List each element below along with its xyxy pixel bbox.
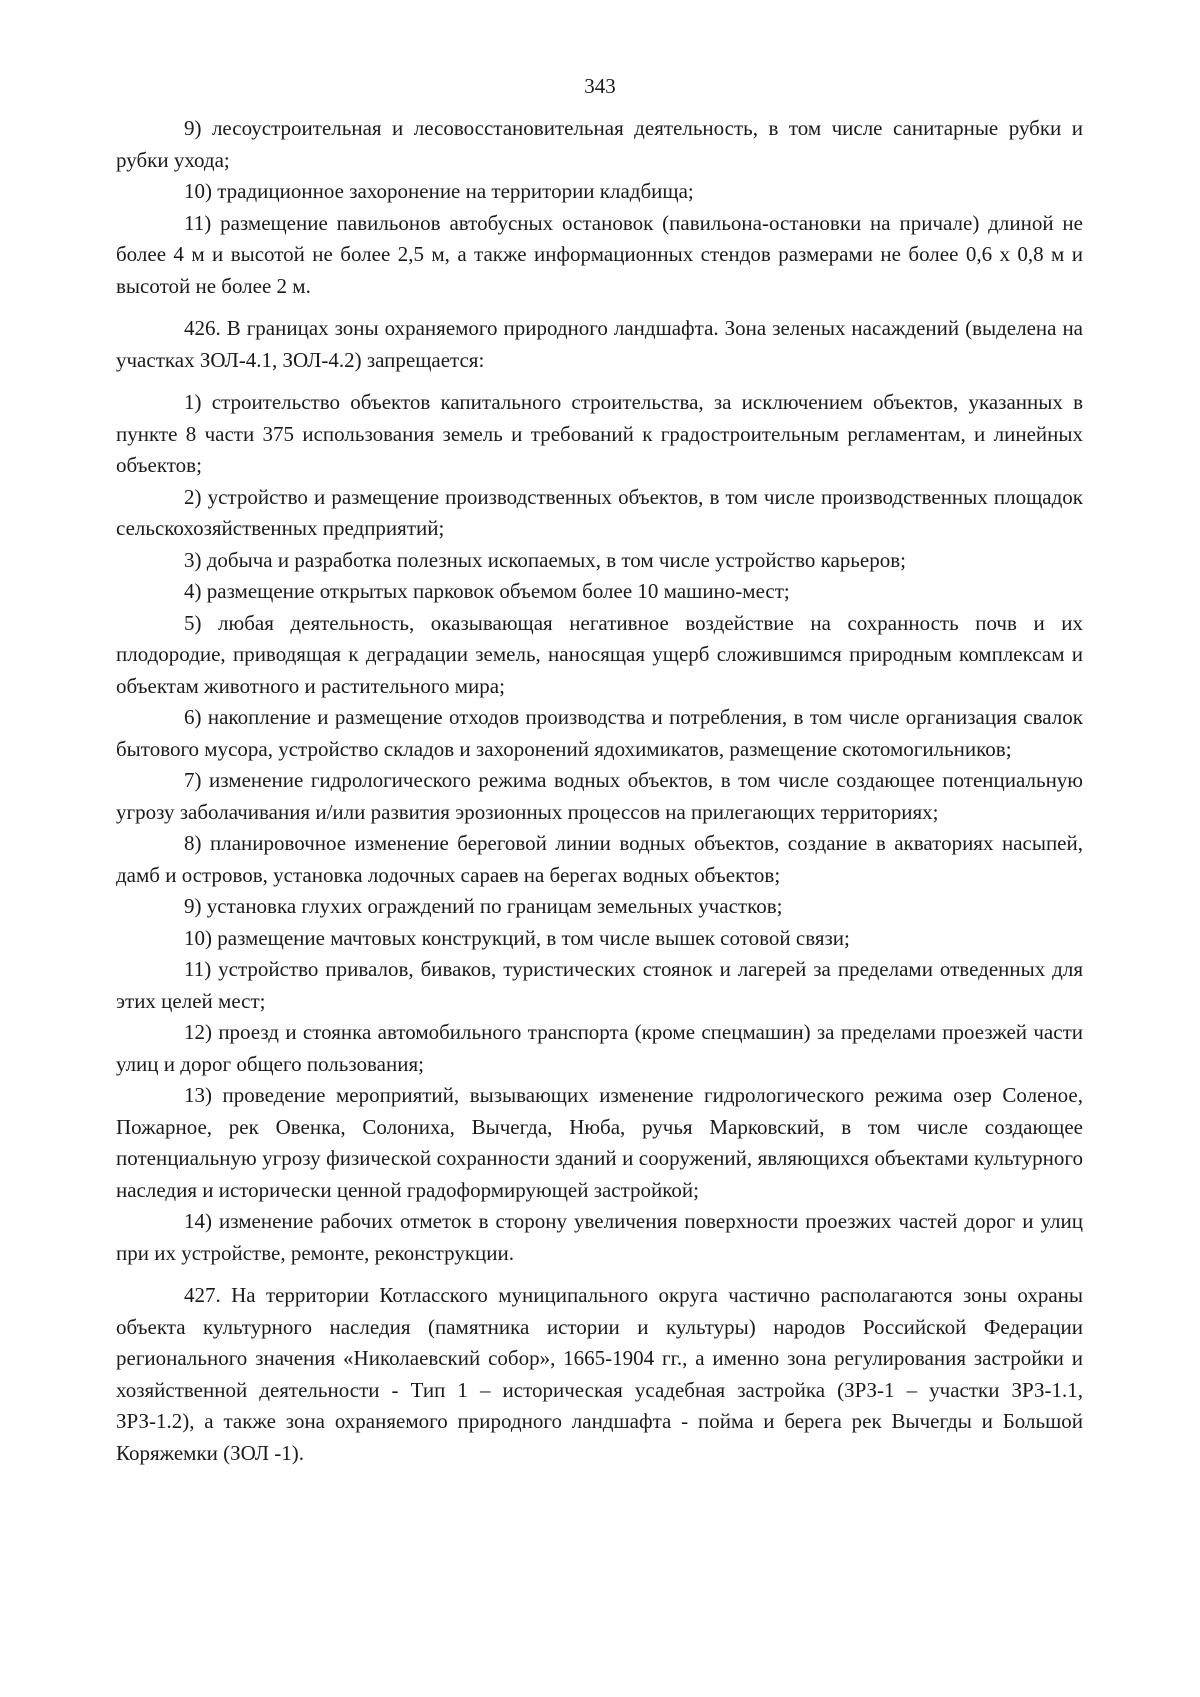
section-427-paragraph: 427. На территории Котласского муниципального округа частично располагаются зоны охраны объекта культурного наследия (памятника истории и культуры) народов Российской Федерации регионального значения «Николаевский собор», 1665-1904 гг., а именно зона регулирования застройки и хозяйственной деятельности - Тип 1 – историческая усадебная застройка (ЗРЗ-1 – участки ЗРЗ-1.1, ЗРЗ-1.2), а также зона охраняемого природного ландшафта - пойма и берега рек Вычегды и Большой Коряжемки (ЗОЛ -1). [116,1283,1083,1465]
list-item-3: 3) добыча и разработка полезных ископаемых, в том числе устройство карьеров; [184,547,906,572]
list-item-2: 2) устройство и размещение производственных объектов, в том числе производственных площадок сельскохозяйственных предприятий; [116,484,1083,540]
list-item-8: 8) планировочное изменение береговой линии водных объектов, создание в акваториях насыпей, дамб и островов, установка лодочных сараев на берегах водных объектов; [116,831,1083,887]
list-item-10-burial: 10) традиционное захоронение на территории кладбища; [184,179,694,203]
list-item-10: 10) размещение мачтовых конструкций, в том числе вышек сотовой связи; [184,925,850,950]
list-item-7: 7) изменение гидрологического режима водных объектов, в том числе создающее потенциальную угрозу заболачивания и/или развития эрозионных процессов на прилегающих территориях; [116,768,1083,824]
document-body [116,113,1083,1469]
section-426-heading: 426. В границах зоны охраняемого природного ландшафта. Зона зеленых насаждений (выделена на участках ЗОЛ-4.1, ЗОЛ-4.2) запрещается: [116,316,1083,372]
list-item-9: 9) установка глухих ограждений по границам земельных участков; [184,894,783,918]
list-item-6: 6) накопление и размещение отходов производства и потребления, в том числе организация свалок бытового мусора, устройство складов и захоронений ядохимикатов, размещение скотомогильников; [116,705,1083,761]
list-item-11: 11) устройство привалов, биваков, туристических стоянок и лагерей за пределами отведенных для этих целей мест; [116,957,1083,1013]
list-item-9-forestry: 9) лесоустроительная и лесовосстановительная деятельность, в том числе санитарные рубки и рубки ухода; [116,116,1083,172]
page-number: 343 [584,74,616,98]
list-item-14: 14) изменение рабочих отметок в сторону увеличения поверхности проезжих частей дорог и улиц при их устройстве, ремонте, реконструкции. [116,1209,1083,1265]
list-item-12: 12) проезд и стоянка автомобильного транспорта (кроме спецмашин) за пределами проезжей части улиц и дорог общего пользования; [116,1020,1083,1076]
list-item-1: 1) строительство объектов капитального строительства, за исключением объектов, указанных в пункте 8 части 375 использования земель и требований к градостроительным регламентам, и линейных объектов; [116,390,1083,477]
list-item-4: 4) размещение открытых парковок объемом более 10 машино-мест; [184,579,790,603]
list-item-13: 13) проведение мероприятий, вызывающих изменение гидрологического режима озер Соленое, Пожарное, рек Овенка, Солониха, Вычегда, Нюба, ручья Марковский, в том числе создающее потенциальную угрозу физической сохранности зданий и сооружений, являющихся объектами культурного наследия и исторически ценной градоформирующей застройкой; [116,1083,1083,1202]
list-item-11-bus-pavilions: 11) размещение павильонов автобусных остановок (павильона-остановки на причале) длиной не более 4 м и высотой не более 2,5 м, а также информационных стендов размерами не более 0,6 х 0,8 м и высотой не более 2 м. [116,210,1083,298]
list-item-5: 5) любая деятельность, оказывающая негативное воздействие на сохранность почв и их плодородие, приводящая к деградации земель, наносящая ущерб сложившимся природным комплексам и объектам животного и растительного мира; [116,610,1083,698]
